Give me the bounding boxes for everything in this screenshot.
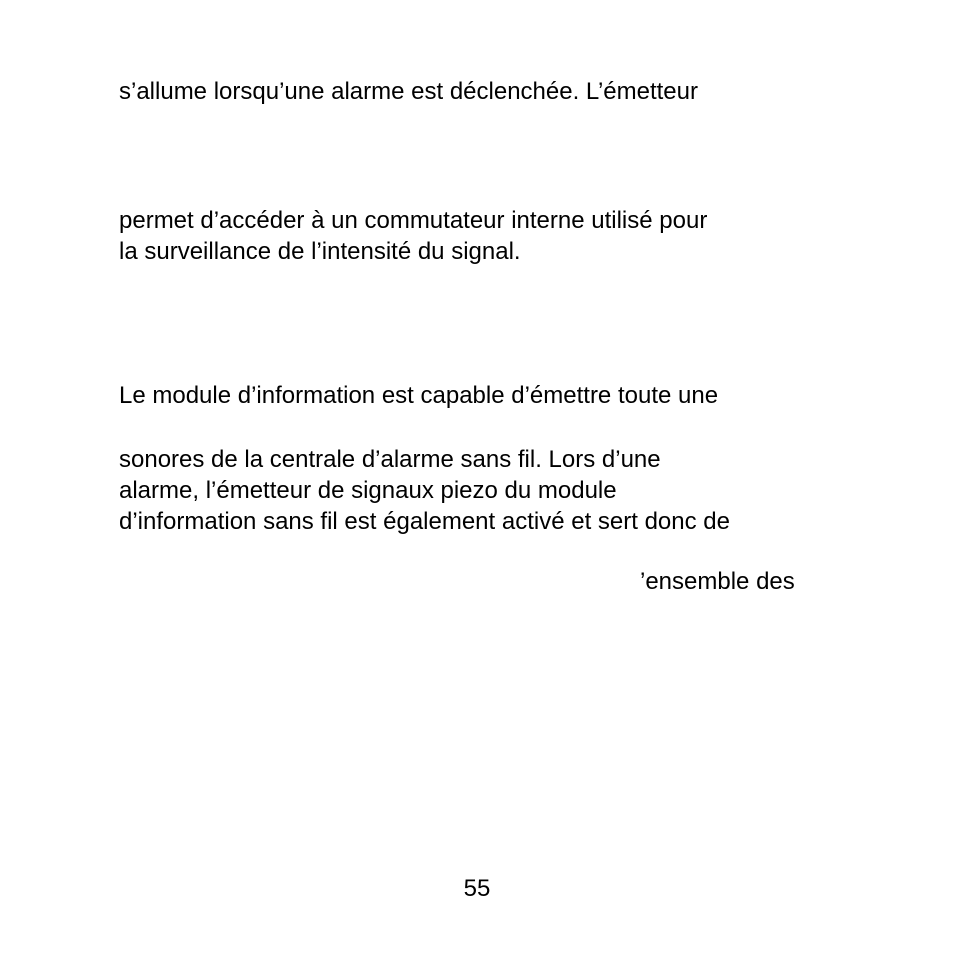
text-line: alarme, l’émetteur de signaux piezo du module	[119, 477, 617, 504]
text-line: s’allume lorsqu’une alarme est déclenchée. L’émetteur	[119, 78, 698, 105]
text-line: ’ensemble des	[640, 568, 795, 595]
page-number: 55	[463, 875, 491, 902]
text-line: la surveillance de l’intensité du signal.	[119, 238, 521, 265]
text-line: d’information sans fil est également activé et sert donc de	[119, 508, 730, 535]
text-line: sonores de la centrale d’alarme sans fil. Lors d’une	[119, 446, 661, 473]
text-line: Le module d’information est capable d’émettre toute une	[119, 382, 719, 409]
text-line: permet d’accéder à un commutateur interne utilisé pour	[119, 207, 708, 234]
